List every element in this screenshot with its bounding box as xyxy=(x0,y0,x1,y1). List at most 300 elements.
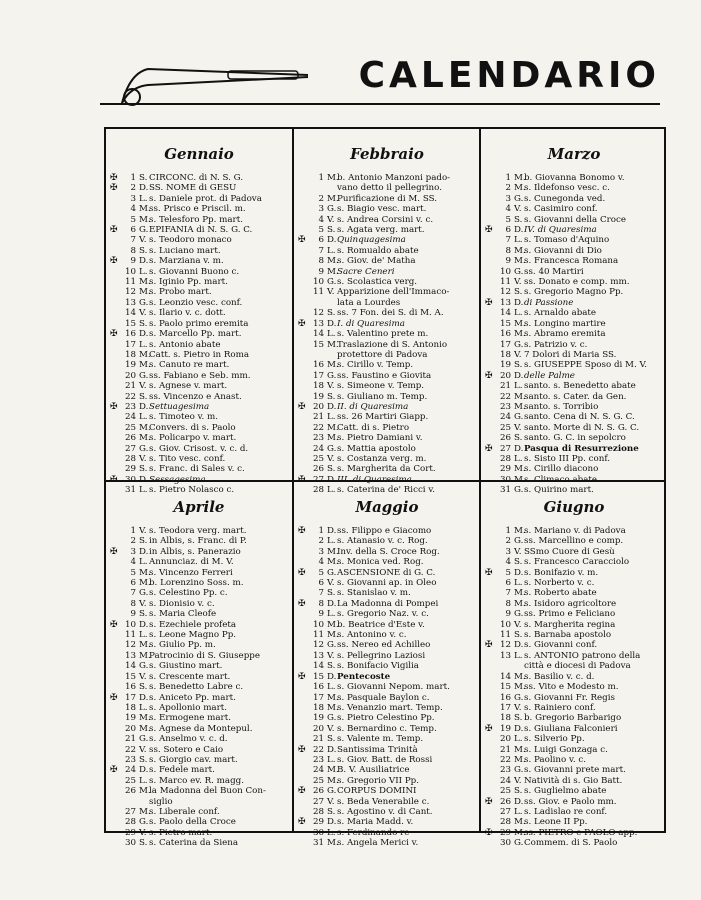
weekday-letter: L. xyxy=(327,485,336,496)
cross-slot xyxy=(298,651,310,661)
saint-name: ss. Marcellino e comp. xyxy=(524,536,624,547)
saint-name: b. Antonio Manzoni pado- xyxy=(337,173,451,183)
weekday-letter: L. xyxy=(327,754,336,765)
weekday-letter: S. xyxy=(327,225,336,236)
weekday-letter: V. xyxy=(327,453,335,464)
cross-slot xyxy=(298,340,310,350)
day-number: 6 xyxy=(130,225,136,236)
saint-name: s. Ezechiele profeta xyxy=(149,619,237,630)
weekday-letter: L. xyxy=(139,485,148,496)
weekday-letter: M. xyxy=(139,806,151,817)
cross-slot xyxy=(485,235,497,245)
weekday-letter: D. xyxy=(514,723,524,734)
day-entry xyxy=(298,599,476,609)
day-number: 8 xyxy=(505,598,511,609)
day-entry xyxy=(110,256,288,266)
day-number: 17 xyxy=(499,702,511,713)
day-number: 12 xyxy=(312,640,324,651)
weekday-letter: M. xyxy=(514,827,526,838)
weekday-letter: G. xyxy=(327,640,337,651)
day-entry xyxy=(110,734,288,744)
saint-name: s. Gregorio Naz. v. c. xyxy=(337,609,429,620)
saint-name: s. Giov. Crisost. v. c. d. xyxy=(149,443,249,454)
holy-day-cross-icon: ✠ xyxy=(298,318,306,329)
day-entry xyxy=(110,235,288,245)
day-number: 4 xyxy=(318,557,324,568)
cross-slot xyxy=(298,194,310,204)
saint-name: EPIFANIA di N. S. G. C. xyxy=(149,225,253,236)
saint-name: s. Guglielmo abate xyxy=(524,786,607,797)
day-entry xyxy=(298,547,476,557)
cross-slot xyxy=(485,693,497,703)
weekday-letter: M. xyxy=(327,630,339,641)
weekday-letter: V. xyxy=(327,287,335,298)
title-rule xyxy=(100,103,660,105)
saint-name: s. Isidoro agricoltore xyxy=(524,598,617,609)
saint-name: s. Franc. di Sales v. c. xyxy=(149,464,245,475)
day-number: 28 xyxy=(312,806,324,817)
cross-slot xyxy=(110,319,122,329)
cross-slot xyxy=(298,246,310,256)
day-number: 10 xyxy=(124,619,136,630)
cross-slot xyxy=(485,433,497,443)
day-entry-continuation xyxy=(298,350,476,360)
day-entry xyxy=(485,838,663,848)
cross-slot xyxy=(110,381,122,391)
month-panel-giugno xyxy=(481,482,667,849)
day-entry xyxy=(485,423,663,433)
day-entry xyxy=(485,194,663,204)
weekday-letter: L. xyxy=(514,308,523,319)
weekday-letter: L. xyxy=(139,412,148,423)
holy-day-cross-icon: ✠ xyxy=(298,474,306,485)
day-number: 20 xyxy=(499,370,511,381)
saint-name: s. Vincenzo Ferreri xyxy=(149,567,233,578)
weekday-letter: M. xyxy=(514,245,526,256)
day-list xyxy=(298,173,476,496)
weekday-letter: L. xyxy=(514,381,523,392)
day-number: 23 xyxy=(124,401,136,412)
saint-name: s. Quirino mart. xyxy=(524,485,594,496)
weekday-letter: D. xyxy=(327,526,337,536)
cross-slot xyxy=(110,215,122,225)
weekday-letter: V. xyxy=(327,578,335,589)
weekday-letter: M. xyxy=(514,744,526,755)
day-number: 18 xyxy=(312,381,324,392)
day-number: 22 xyxy=(124,744,136,755)
weekday-letter: D. xyxy=(514,796,524,807)
cross-slot xyxy=(110,807,122,817)
day-number: 15 xyxy=(124,671,136,682)
weekday-letter: M. xyxy=(139,433,151,444)
day-number: 3 xyxy=(130,546,136,557)
weekday-letter: V. xyxy=(139,308,147,319)
weekday-letter: G. xyxy=(139,370,149,381)
weekday-letter: M. xyxy=(514,256,526,267)
saint-name: I. di Quaresima xyxy=(337,318,405,329)
day-entry xyxy=(298,797,476,807)
day-entry xyxy=(485,204,663,214)
day-number: 22 xyxy=(499,391,511,402)
day-entry xyxy=(298,734,476,744)
day-number: 6 xyxy=(505,225,511,236)
cross-slot xyxy=(485,256,497,266)
day-number: 2 xyxy=(318,536,324,547)
day-entry xyxy=(485,235,663,245)
cross-slot xyxy=(298,360,310,370)
day-entry xyxy=(110,620,288,630)
weekday-letter: G. xyxy=(514,339,524,350)
saint-name: Natività di s. Gio Batt. xyxy=(524,775,623,786)
weekday-letter: S. xyxy=(139,838,148,849)
cross-slot xyxy=(110,838,122,848)
saint-name: s. Ilario v. c. dott. xyxy=(149,308,226,319)
weekday-letter: M. xyxy=(327,619,339,630)
weekday-letter: M. xyxy=(514,598,526,609)
holy-day-cross-icon: ✠ xyxy=(110,173,118,183)
day-number: 13 xyxy=(312,650,324,661)
weekday-letter: D. xyxy=(139,256,149,267)
day-number: 24 xyxy=(124,412,136,423)
weekday-letter: V. xyxy=(514,546,522,557)
saint-name: s. Giovanni Nepom. mart. xyxy=(337,682,450,693)
cross-slot xyxy=(485,194,497,204)
day-entry xyxy=(298,682,476,692)
day-number: 21 xyxy=(312,412,324,423)
day-entry xyxy=(110,588,288,598)
saint-name: ss. Fabiano e Seb. mm. xyxy=(149,370,251,381)
saint-name: ss. Primo e Feliciano xyxy=(524,609,616,620)
day-number: 21 xyxy=(312,734,324,745)
cross-slot xyxy=(485,246,497,256)
cross-slot xyxy=(298,640,310,650)
weekday-letter: G. xyxy=(139,297,149,308)
cross-slot xyxy=(298,734,310,744)
day-number: 1 xyxy=(505,526,511,536)
cross-slot xyxy=(485,204,497,214)
holy-day-cross-icon: ✠ xyxy=(298,401,306,412)
day-entry xyxy=(298,713,476,723)
weekday-letter: L. xyxy=(139,193,148,204)
saint-name: s. Pasquale Baylon c. xyxy=(337,692,430,703)
saint-name: santo. s. Torribio xyxy=(524,401,599,412)
day-number: 31 xyxy=(499,485,511,496)
day-entry xyxy=(298,454,476,464)
day-number: 23 xyxy=(499,765,511,776)
day-entry xyxy=(485,817,663,827)
weekday-letter: L. xyxy=(139,775,148,786)
cross-slot xyxy=(298,267,310,277)
day-number: 21 xyxy=(124,381,136,392)
weekday-letter: G. xyxy=(514,485,524,496)
day-entry-continuation xyxy=(298,183,476,193)
day-number: 14 xyxy=(124,308,136,319)
weekday-letter: M. xyxy=(514,318,526,329)
holy-day-cross-icon: ✠ xyxy=(485,370,493,381)
day-number: 1 xyxy=(318,173,324,183)
day-entry xyxy=(298,651,476,661)
weekday-letter: M. xyxy=(327,702,339,713)
weekday-letter: G. xyxy=(327,277,337,288)
day-number: 9 xyxy=(318,609,324,620)
weekday-letter: M. xyxy=(514,464,526,475)
day-entry xyxy=(485,173,663,183)
day-entry xyxy=(298,536,476,546)
saint-name: lata a Lourdes xyxy=(337,297,401,308)
weekday-letter: M. xyxy=(139,277,151,288)
day-number: 4 xyxy=(130,204,136,215)
saint-name: s. Caterina da Siena xyxy=(149,838,239,849)
cross-slot xyxy=(298,256,310,266)
day-entry xyxy=(110,183,288,193)
cross-slot xyxy=(110,246,122,256)
day-entry xyxy=(298,256,476,266)
day-entry xyxy=(298,526,476,536)
day-entry xyxy=(110,423,288,433)
cross-slot xyxy=(485,651,497,661)
saint-name: s. Francesco Caracciolo xyxy=(524,557,630,568)
saint-name: s. GIUSEPPE Sposo di M. V. xyxy=(524,360,647,371)
day-entry xyxy=(298,340,476,350)
day-entry xyxy=(298,173,476,183)
day-entry xyxy=(485,371,663,381)
day-entry xyxy=(298,786,476,796)
day-number: 7 xyxy=(505,235,511,246)
saint-name: III. di Quaresima xyxy=(337,474,412,485)
day-entry xyxy=(298,371,476,381)
day-entry xyxy=(298,444,476,454)
saint-name: s. Paolo della Croce xyxy=(149,817,236,828)
cross-slot xyxy=(485,319,497,329)
weekday-letter: G. xyxy=(514,765,524,776)
weekday-letter: S. xyxy=(139,318,148,329)
saint-name: s. Marziana v. m. xyxy=(149,256,224,267)
cross-slot xyxy=(485,578,497,588)
saint-name: s. Giuliana Falconieri xyxy=(524,723,618,734)
day-entry xyxy=(485,755,663,765)
cross-slot xyxy=(298,329,310,339)
day-entry xyxy=(485,620,663,630)
day-entry xyxy=(110,609,288,619)
day-number: 26 xyxy=(499,796,511,807)
saint-name: ss. 40 Martiri xyxy=(524,266,584,277)
saint-name: s. Agata verg. mart. xyxy=(337,225,425,236)
weekday-letter: D. xyxy=(327,318,337,329)
saint-name: La Madonna di Pompei xyxy=(337,598,439,609)
day-number: 8 xyxy=(318,598,324,609)
day-entry xyxy=(485,454,663,464)
day-number: 3 xyxy=(318,546,324,557)
saint-name: s. Antonio abate xyxy=(149,339,221,350)
weekday-letter: G. xyxy=(327,567,337,578)
cross-slot xyxy=(485,392,497,402)
saint-name: s. Giulio Pp. m. xyxy=(149,640,216,651)
day-number: 22 xyxy=(312,744,324,755)
saint-name: s. Dionisio v. c. xyxy=(149,598,215,609)
day-entry xyxy=(485,308,663,318)
holy-day-cross-icon: ✠ xyxy=(298,817,306,828)
day-number: 1 xyxy=(318,526,324,536)
weekday-letter: M. xyxy=(139,349,151,360)
cross-slot xyxy=(485,329,497,339)
saint-name: s. Giov. Batt. de Rossi xyxy=(337,754,433,765)
day-entry xyxy=(485,609,663,619)
weekday-letter: G. xyxy=(514,266,524,277)
weekday-letter: S. xyxy=(327,661,336,672)
day-entry xyxy=(485,526,663,536)
day-number: 24 xyxy=(312,443,324,454)
cross-slot xyxy=(485,287,497,297)
weekday-letter: G. xyxy=(327,370,337,381)
day-entry xyxy=(110,360,288,370)
weekday-letter: V. xyxy=(139,598,147,609)
cross-slot xyxy=(298,287,310,297)
cross-slot xyxy=(298,433,310,443)
day-number: 29 xyxy=(124,827,136,838)
holy-day-cross-icon: ✠ xyxy=(110,225,118,236)
cross-slot xyxy=(485,734,497,744)
day-number: 7 xyxy=(318,588,324,599)
day-entry xyxy=(298,755,476,765)
saint-name: santo. Morte di N. S. G. C. xyxy=(524,422,640,433)
weekday-letter: L. xyxy=(514,235,523,246)
saint-name: s. Fedele mart. xyxy=(149,765,215,776)
weekday-letter: L. xyxy=(327,329,336,340)
day-entry xyxy=(298,360,476,370)
holy-day-cross-icon: ✠ xyxy=(485,443,493,454)
day-number: 27 xyxy=(312,796,324,807)
weekday-letter: D. xyxy=(139,692,149,703)
day-number: 18 xyxy=(499,713,511,724)
saint-name: b. Giovanna Bonomo v. xyxy=(524,173,625,183)
day-number: 20 xyxy=(499,734,511,745)
day-list xyxy=(485,173,663,496)
cross-slot xyxy=(298,173,310,183)
saint-name: s. Giovanni ap. in Oleo xyxy=(337,578,437,589)
day-number: 15 xyxy=(499,318,511,329)
saint-name: s. Mattia apostolo xyxy=(337,443,416,454)
saint-name: s. Francesca Romana xyxy=(524,256,619,267)
day-entry xyxy=(298,776,476,786)
cross-slot xyxy=(298,423,310,433)
day-number: 12 xyxy=(499,640,511,651)
day-entry xyxy=(485,588,663,598)
weekday-letter: V. xyxy=(514,702,522,713)
weekday-letter: L. xyxy=(514,650,523,661)
day-entry xyxy=(298,392,476,402)
day-number: 28 xyxy=(312,485,324,496)
saint-name: s. Leone Magno Pp. xyxy=(149,630,237,641)
saint-name: Traslazione di S. Antonio xyxy=(337,339,448,350)
weekday-letter: D. xyxy=(327,474,337,485)
day-entry xyxy=(485,724,663,734)
saint-name: santo. s. Benedetto abate xyxy=(524,381,636,392)
day-entry xyxy=(110,308,288,318)
day-entry xyxy=(485,651,663,661)
day-entry xyxy=(485,464,663,474)
day-number: 2 xyxy=(505,183,511,194)
weekday-letter: G. xyxy=(514,193,524,204)
day-number: 15 xyxy=(312,339,324,350)
day-entry xyxy=(298,765,476,775)
weekday-letter: D. xyxy=(514,640,524,651)
holy-day-cross-icon: ✠ xyxy=(485,640,493,651)
day-number: 3 xyxy=(318,204,324,215)
day-number: 12 xyxy=(312,308,324,319)
day-number: 17 xyxy=(124,692,136,703)
day-entry-continuation xyxy=(298,298,476,308)
day-number: 30 xyxy=(312,827,324,838)
weekday-letter: M. xyxy=(327,256,339,267)
saint-name: s. Agnese v. mart. xyxy=(149,381,228,392)
weekday-letter: V. xyxy=(327,650,335,661)
cross-slot xyxy=(485,340,497,350)
cross-slot xyxy=(485,745,497,755)
day-entry xyxy=(298,557,476,567)
cross-slot xyxy=(110,298,122,308)
cross-slot xyxy=(110,267,122,277)
cross-slot xyxy=(110,350,122,360)
day-entry xyxy=(485,536,663,546)
weekday-letter: G. xyxy=(139,734,149,745)
day-number: 10 xyxy=(312,619,324,630)
weekday-letter: G. xyxy=(514,412,524,423)
saint-name: Santissima Trinità xyxy=(337,744,418,755)
day-number: 19 xyxy=(499,360,511,371)
weekday-letter: D. xyxy=(139,546,149,557)
day-entry xyxy=(485,682,663,692)
day-number: 19 xyxy=(312,391,324,402)
weekday-letter: G. xyxy=(139,588,149,599)
saint-name: Sacre Ceneri xyxy=(337,266,395,277)
day-entry xyxy=(110,371,288,381)
day-entry xyxy=(110,392,288,402)
cross-slot xyxy=(485,423,497,433)
weekday-letter: V. xyxy=(514,349,522,360)
day-number: 13 xyxy=(124,297,136,308)
day-entry xyxy=(485,267,663,277)
cross-slot xyxy=(110,568,122,578)
day-entry xyxy=(110,412,288,422)
saint-name: s. Teodoro monaco xyxy=(149,235,232,246)
saint-name: Pasqua di Resurrezione xyxy=(524,443,639,454)
day-entry xyxy=(110,661,288,671)
day-entry xyxy=(110,454,288,464)
cross-slot xyxy=(298,464,310,474)
day-number: 5 xyxy=(505,567,511,578)
day-number: 4 xyxy=(505,557,511,568)
saint-name: s. Atanasio v. c. Rog. xyxy=(337,536,428,547)
day-entry xyxy=(298,745,476,755)
saint-name: s. Benedetto Labre c. xyxy=(149,682,244,693)
day-number: 11 xyxy=(124,277,136,288)
saint-name: s. Angela Merici v. xyxy=(337,838,419,849)
cross-slot xyxy=(110,828,122,838)
day-list xyxy=(298,526,476,849)
saint-name: s. Giovanni Fr. Regis xyxy=(524,692,615,703)
day-number: 29 xyxy=(499,827,511,838)
day-number: 29 xyxy=(312,817,324,828)
day-number: 24 xyxy=(499,775,511,786)
day-number: 11 xyxy=(499,277,511,288)
saint-name: protettore di Padova xyxy=(337,349,428,360)
saint-name: s. Caterina de' Ricci v. xyxy=(337,485,435,496)
cross-slot xyxy=(110,817,122,827)
cross-slot xyxy=(485,807,497,817)
weekday-letter: S. xyxy=(514,713,523,724)
cross-slot xyxy=(485,215,497,225)
saint-name: s. Crescente mart. xyxy=(149,671,231,682)
